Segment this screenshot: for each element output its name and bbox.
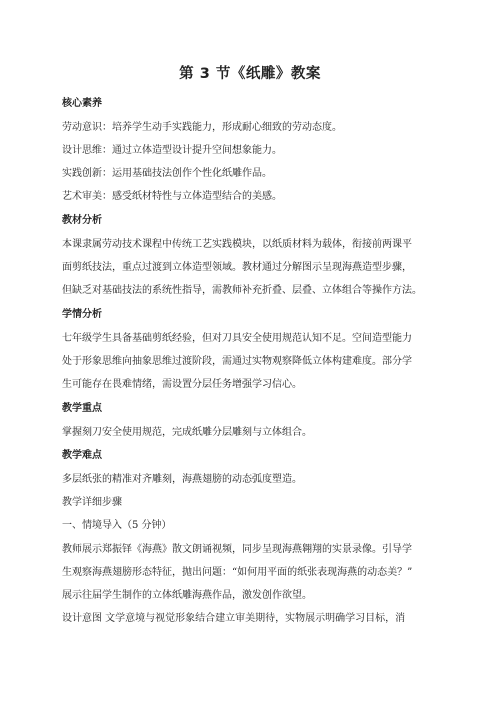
core-item-aesthetic: 艺术审美：感受纸材特性与立体造型结合的美感。 bbox=[62, 191, 282, 202]
student-paragraph-line: 处于形象思维向抽象思维过渡阶段，需通过实物观察降低立体构建难度。部分学 bbox=[62, 356, 412, 367]
material-paragraph-line: 面剪纸技法，重点过渡到立体造型领域。教材通过分解图示呈现海燕造型步骤， bbox=[62, 262, 412, 273]
material-paragraph-line: 但缺乏对基础技法的系统性指导，需教师补充折叠、层叠、立体组合等操作方法。 bbox=[62, 285, 422, 296]
design-intent-line: 设计意图 文学意境与视觉形象结合建立审美期待，实物展示明确学习目标，消 bbox=[62, 613, 406, 624]
step-1-paragraph-line: 展示往届学生制作的立体纸雕海燕作品，激发创作欲望。 bbox=[62, 590, 312, 601]
material-analysis-heading: 教材分析 bbox=[62, 215, 102, 226]
student-paragraph-line: 七年级学生具备基础剪纸经验，但对刀具安全使用规范认知不足。空间造型能力 bbox=[62, 333, 412, 344]
key-points-heading: 教学重点 bbox=[62, 403, 102, 414]
core-item-labor: 劳动意识：培养学生动手实践能力，形成耐心细致的劳动态度。 bbox=[62, 122, 342, 133]
student-paragraph-line: 生可能存在畏难情绪，需设置分层任务增强学习信心。 bbox=[62, 379, 302, 390]
core-item-design: 设计思维：通过立体造型设计提升空间想象能力。 bbox=[62, 145, 282, 156]
teaching-steps-heading: 教学详细步骤 bbox=[62, 497, 122, 508]
student-analysis-heading: 学情分析 bbox=[62, 309, 102, 320]
step-1-heading: 一、情境导入（5 分钟） bbox=[62, 520, 172, 531]
difficulties-heading: 教学难点 bbox=[62, 450, 102, 461]
core-item-innovation: 实践创新：运用基础技法创作个性化纸雕作品。 bbox=[62, 168, 272, 179]
document-title: 第 3 节《纸雕》教案 bbox=[179, 66, 321, 82]
key-points-text: 掌握刻刀安全使用规范，完成纸雕分层雕刻与立体组合。 bbox=[62, 427, 312, 438]
step-1-paragraph-line: 教师展示郑振铎《海燕》散文朗诵视频，同步呈现海燕翱翔的实景录像。引导学 bbox=[62, 544, 412, 555]
difficulties-text: 多层纸张的精准对齐雕刻，海燕翅膀的动态弧度塑造。 bbox=[62, 474, 302, 485]
material-paragraph-line: 本课隶属劳动技术课程中传统工艺实践模块，以纸质材料为载体，衔接前两课平 bbox=[62, 239, 412, 250]
step-1-paragraph-line: 生观察海燕翅膀形态特征，抛出问题：“如何用平面的纸张表现海燕的动态美？” bbox=[62, 567, 413, 578]
core-literacy-heading: 核心素养 bbox=[62, 98, 102, 109]
